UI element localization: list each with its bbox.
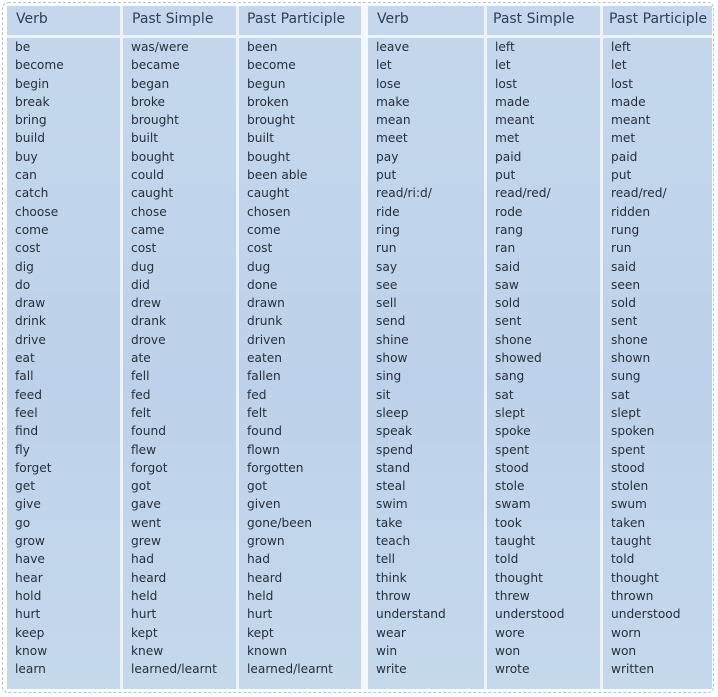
table-cell: find bbox=[15, 424, 39, 439]
table-cell: forget bbox=[15, 460, 52, 475]
table-cell: put bbox=[495, 168, 516, 183]
table-cell: cost bbox=[247, 241, 273, 256]
table-cell: lost bbox=[495, 76, 517, 91]
table-cell: understand bbox=[376, 607, 446, 622]
table-cell: feed bbox=[15, 387, 43, 402]
table-cell: meant bbox=[495, 113, 535, 128]
table-cell: felt bbox=[131, 405, 151, 420]
table-cell: taken bbox=[611, 515, 646, 530]
table-cell: pay bbox=[376, 149, 399, 164]
table-cell: broken bbox=[247, 94, 289, 109]
table-cell: cost bbox=[131, 241, 157, 256]
table-cell: drove bbox=[131, 332, 166, 347]
table-cell: done bbox=[247, 277, 278, 292]
table-cell: found bbox=[247, 424, 282, 439]
table-cell: could bbox=[131, 168, 165, 183]
table-cell: chosen bbox=[247, 204, 291, 219]
table-cell: won bbox=[495, 643, 521, 658]
table-cell: given bbox=[247, 497, 281, 512]
table-cell: dug bbox=[131, 259, 155, 274]
table-cell: been bbox=[247, 40, 278, 54]
column-past-simple bbox=[487, 38, 600, 678]
table-cell: chose bbox=[131, 204, 167, 219]
table-cell: sent bbox=[611, 314, 638, 329]
header-past-participle: Past Participle bbox=[247, 11, 346, 27]
table-cell: choose bbox=[15, 204, 59, 219]
table-cell: hurt bbox=[131, 607, 157, 622]
table-cell: draw bbox=[15, 296, 46, 311]
table-cell: rung bbox=[611, 222, 640, 237]
table-cell: driven bbox=[247, 332, 286, 347]
table-cell: paid bbox=[495, 149, 522, 164]
table-cell: threw bbox=[495, 588, 530, 603]
table-cell: caught bbox=[247, 186, 290, 201]
table-cell: bought bbox=[131, 149, 175, 164]
column-verb bbox=[368, 38, 484, 678]
table-cell: stood bbox=[495, 460, 529, 475]
table-cell: made bbox=[611, 94, 646, 109]
table-cell: tell bbox=[376, 552, 396, 567]
table-cell: had bbox=[131, 552, 154, 567]
table-cell: met bbox=[495, 131, 520, 146]
table-cell: kept bbox=[131, 625, 158, 640]
table-cell: hear bbox=[15, 570, 43, 585]
table-cell: paid bbox=[611, 149, 638, 164]
table-cell: make bbox=[376, 94, 410, 109]
table-cell: gave bbox=[131, 497, 161, 512]
table-cell: understood bbox=[495, 607, 565, 622]
table-cell: begun bbox=[247, 76, 286, 91]
table-cell: bring bbox=[15, 113, 47, 128]
table-cell: thrown bbox=[611, 588, 654, 603]
table-cell: drive bbox=[15, 332, 46, 347]
table-cell: taught bbox=[611, 534, 652, 549]
table-cell: forgot bbox=[131, 460, 168, 475]
table-cell: drawn bbox=[247, 296, 285, 311]
table-cell: send bbox=[376, 314, 406, 329]
table-cell: won bbox=[611, 643, 637, 658]
table-cell: sit bbox=[376, 387, 391, 402]
table-cell: caught bbox=[131, 186, 174, 201]
table-cell: see bbox=[376, 277, 398, 292]
table-cell: broke bbox=[131, 94, 166, 109]
table-cell: came bbox=[131, 222, 165, 237]
table-cell: thought bbox=[495, 570, 543, 585]
table-cell: flew bbox=[131, 442, 157, 457]
header-past-simple: Past Simple bbox=[493, 11, 575, 27]
table-cell: said bbox=[495, 259, 520, 274]
table-cell: meant bbox=[611, 113, 651, 128]
table-cell: fly bbox=[15, 442, 30, 457]
table-cell: sold bbox=[611, 296, 636, 311]
table-cell: drink bbox=[15, 314, 46, 329]
table-cell: brought bbox=[131, 113, 179, 128]
table-cell: sleep bbox=[376, 405, 409, 420]
table-cell: run bbox=[611, 241, 632, 256]
table-cell: flown bbox=[247, 442, 280, 457]
table-cell: showed bbox=[495, 351, 542, 366]
table-cell: go bbox=[15, 515, 31, 530]
table-cell: put bbox=[611, 168, 632, 183]
table-cell: drew bbox=[131, 296, 161, 311]
table-cell: speak bbox=[376, 424, 413, 439]
table-cell: gone/been bbox=[247, 515, 312, 530]
table-cell: understood bbox=[611, 607, 681, 622]
table-cell: learned/learnt bbox=[247, 662, 333, 677]
table-cell: forgotten bbox=[247, 460, 304, 475]
table-cell: have bbox=[15, 552, 45, 567]
table-cell: hurt bbox=[247, 607, 273, 622]
table-cell: held bbox=[247, 588, 274, 603]
table-cell: fall bbox=[15, 369, 34, 384]
table-cell: wrote bbox=[495, 662, 530, 677]
table-cell: steal bbox=[376, 479, 406, 494]
table-cell: was/were bbox=[131, 40, 189, 54]
table-cell: knew bbox=[131, 643, 164, 658]
table-cell: written bbox=[611, 662, 655, 677]
table-cell: worn bbox=[611, 625, 641, 640]
table-cell: ran bbox=[495, 241, 516, 256]
table-cell: come bbox=[247, 222, 281, 237]
table-cell: dug bbox=[247, 259, 271, 274]
table-cell: run bbox=[376, 241, 397, 256]
header-past-simple: Past Simple bbox=[132, 11, 214, 27]
table-cell: told bbox=[495, 552, 519, 567]
table-cell: drunk bbox=[247, 314, 283, 329]
table-cell: slept bbox=[611, 405, 641, 420]
header-past-participle: Past Participle bbox=[609, 11, 708, 27]
table-cell: teach bbox=[376, 534, 411, 549]
table-cell: win bbox=[376, 643, 398, 658]
table-cell: saw bbox=[495, 277, 519, 292]
table-cell: sang bbox=[495, 369, 525, 384]
column-past-simple bbox=[123, 38, 236, 678]
table-cell: held bbox=[131, 588, 158, 603]
table-cell: grew bbox=[131, 534, 161, 549]
left-half bbox=[7, 6, 361, 689]
table-cell: wear bbox=[376, 625, 406, 640]
table-cell: sell bbox=[376, 296, 397, 311]
table-cell: drank bbox=[131, 314, 166, 329]
table-cell: began bbox=[131, 76, 170, 91]
table-cell: catch bbox=[15, 186, 49, 201]
table-cell: write bbox=[376, 662, 407, 677]
table-cell: be bbox=[15, 40, 31, 54]
table-cell: thought bbox=[611, 570, 659, 585]
table-cell: made bbox=[495, 94, 530, 109]
table-cell: read/red/ bbox=[495, 186, 551, 201]
table-cell: fallen bbox=[247, 369, 281, 384]
table-cell: feel bbox=[15, 405, 38, 420]
table-cell: leave bbox=[376, 40, 410, 54]
table-cell: known bbox=[247, 643, 287, 658]
table-cell: got bbox=[131, 479, 151, 494]
table-cell: spend bbox=[376, 442, 414, 457]
table-cell: think bbox=[376, 570, 407, 585]
table-cell: grown bbox=[247, 534, 285, 549]
table-cell: dig bbox=[15, 259, 34, 274]
table-cell: become bbox=[247, 58, 296, 73]
table-cell: kept bbox=[247, 625, 274, 640]
table-cell: swum bbox=[611, 497, 647, 512]
table-cell: hurt bbox=[15, 607, 41, 622]
table-cell: build bbox=[15, 131, 45, 146]
table-cell: come bbox=[15, 222, 49, 237]
table-cell: grow bbox=[15, 534, 45, 549]
table-cell: sat bbox=[611, 387, 630, 402]
table-cell: seen bbox=[611, 277, 641, 292]
table-cell: let bbox=[611, 58, 627, 73]
table-cell: show bbox=[376, 351, 408, 366]
table-cell: throw bbox=[376, 588, 411, 603]
table-cell: swam bbox=[495, 497, 531, 512]
table-cell: keep bbox=[15, 625, 45, 640]
table-cell: spent bbox=[495, 442, 530, 457]
table-cell: built bbox=[247, 131, 275, 146]
table-cell: know bbox=[15, 643, 48, 658]
table-cell: hold bbox=[15, 588, 42, 603]
table-cell: stole bbox=[495, 479, 525, 494]
table-cell: told bbox=[611, 552, 635, 567]
table-cell: lost bbox=[611, 76, 633, 91]
table-cell: shown bbox=[611, 351, 651, 366]
table-cell: shine bbox=[376, 332, 409, 347]
table-cell: had bbox=[247, 552, 270, 567]
table-cell: took bbox=[495, 515, 522, 530]
table-cell: get bbox=[15, 479, 36, 494]
table-cell: built bbox=[131, 131, 159, 146]
table-cell: slept bbox=[495, 405, 525, 420]
table-cell: let bbox=[495, 58, 511, 73]
table-cell: spoken bbox=[611, 424, 655, 439]
table-cell: spoke bbox=[495, 424, 531, 439]
table-cell: met bbox=[611, 131, 636, 146]
table-cell: ate bbox=[131, 351, 151, 366]
table-cell: stood bbox=[611, 460, 645, 475]
table-cell: cost bbox=[15, 241, 41, 256]
table-cell: sat bbox=[495, 387, 514, 402]
table-cell: take bbox=[376, 515, 403, 530]
table-cell: brought bbox=[247, 113, 295, 128]
table-cell: lose bbox=[376, 76, 401, 91]
table-cell: do bbox=[15, 277, 31, 292]
table-cell: rode bbox=[495, 204, 523, 219]
table-cell: read/ri:d/ bbox=[376, 186, 432, 201]
table-cell: got bbox=[247, 479, 267, 494]
table-cell: stand bbox=[376, 460, 411, 475]
table-cell: heard bbox=[247, 570, 283, 585]
table-cell: fed bbox=[247, 387, 267, 402]
table-cell: left bbox=[611, 40, 631, 54]
table-cell: became bbox=[131, 58, 180, 73]
table-cell: mean bbox=[376, 113, 411, 128]
right-half bbox=[368, 6, 712, 689]
table-cell: let bbox=[376, 58, 392, 73]
table-cell: heard bbox=[131, 570, 167, 585]
table-cell: bought bbox=[247, 149, 291, 164]
column-past-participle bbox=[239, 38, 361, 678]
table-cell: ride bbox=[376, 204, 400, 219]
table-cell: sung bbox=[611, 369, 641, 384]
table-cell: eaten bbox=[247, 351, 282, 366]
table-cell: been able bbox=[247, 168, 308, 183]
table-cell: went bbox=[131, 515, 161, 530]
table-cell: give bbox=[15, 497, 41, 512]
table-cell: say bbox=[376, 259, 398, 274]
irregular-verbs-table bbox=[7, 6, 712, 689]
header-verb: Verb bbox=[16, 11, 48, 27]
table-cell: break bbox=[15, 94, 50, 109]
table-cell: learned/learnt bbox=[131, 662, 217, 677]
table-cell: sold bbox=[495, 296, 520, 311]
table-cell: sing bbox=[376, 369, 402, 384]
table-cell: put bbox=[376, 168, 397, 183]
table-cell: felt bbox=[247, 405, 267, 420]
table-cell: can bbox=[15, 168, 37, 183]
table-cell: become bbox=[15, 58, 64, 73]
column-past-participle bbox=[603, 38, 712, 678]
table-cell: swim bbox=[376, 497, 408, 512]
table-cell: taught bbox=[495, 534, 536, 549]
table-cell: stolen bbox=[611, 479, 649, 494]
table-cell: wore bbox=[495, 625, 525, 640]
table-cell: ring bbox=[376, 222, 400, 237]
table-cell: shone bbox=[495, 332, 532, 347]
table-cell: said bbox=[611, 259, 636, 274]
table-cell: sent bbox=[495, 314, 522, 329]
table-cell: learn bbox=[15, 662, 46, 677]
table-cell: shone bbox=[611, 332, 648, 347]
header-verb: Verb bbox=[377, 11, 409, 27]
table-cell: fed bbox=[131, 387, 151, 402]
column-verb bbox=[7, 38, 120, 678]
table-cell: rang bbox=[495, 222, 523, 237]
table-cell: buy bbox=[15, 149, 38, 164]
table-cell: fell bbox=[131, 369, 150, 384]
table-cell: left bbox=[495, 40, 515, 54]
table-cell: eat bbox=[15, 351, 35, 366]
table-cell: found bbox=[131, 424, 166, 439]
table-cell: ridden bbox=[611, 204, 651, 219]
table-cell: did bbox=[131, 277, 150, 292]
table-cell: spent bbox=[611, 442, 646, 457]
table-cell: begin bbox=[15, 76, 50, 91]
table-cell: read/red/ bbox=[611, 186, 667, 201]
table-cell: meet bbox=[376, 131, 408, 146]
center-gap bbox=[361, 6, 368, 689]
